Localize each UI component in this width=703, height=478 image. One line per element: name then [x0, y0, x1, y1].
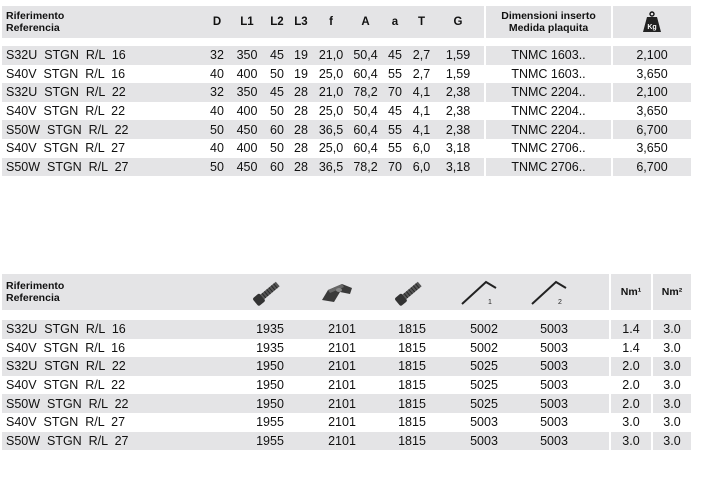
dimension-value: 350	[236, 48, 258, 63]
weight-value: 3,650	[613, 139, 691, 158]
dimension-value: 60	[270, 159, 284, 174]
column-header-a: A	[361, 16, 370, 28]
dimension-value: 40	[210, 141, 224, 156]
part-number: 1815	[398, 396, 426, 411]
dimension-value: 50,4	[353, 104, 378, 119]
dimension-value: 50,4	[353, 48, 378, 63]
nm1-header: Nm¹	[611, 274, 651, 310]
dimension-value: 70	[388, 85, 402, 100]
part-number: 1955	[256, 433, 284, 448]
row-reference: S32U STGN R/L 16	[2, 320, 206, 339]
dimension-value: 400	[236, 66, 258, 81]
dimension-value: 19	[294, 66, 308, 81]
weight-value: 3,650	[613, 102, 691, 121]
dimension-value: 3,18	[445, 159, 471, 174]
part-number: 5003	[540, 322, 568, 337]
insert-code: TNMC 1603..	[486, 65, 611, 84]
torque-nm2: 3.0	[653, 339, 691, 358]
dimension-value: 450	[236, 122, 258, 137]
part-number: 5025	[470, 378, 498, 393]
column-header-d: D	[212, 16, 222, 28]
dimension-value: 400	[236, 141, 258, 156]
part-number: 1935	[256, 340, 284, 355]
dimension-value: 1,59	[445, 66, 471, 81]
row-reference: S40V STGN R/L 22	[2, 376, 206, 395]
weight-icon-label: Kg	[647, 24, 657, 31]
weight-header	[613, 6, 691, 38]
column-header-l1: L1	[240, 16, 254, 28]
dimensions-body	[2, 46, 691, 179]
part-number: 2101	[328, 396, 356, 411]
dimension-value: 6,0	[412, 159, 431, 174]
part-number: 1815	[398, 415, 426, 430]
torque-nm1: 2.0	[611, 357, 651, 376]
row-reference: S32U STGN R/L 22	[2, 357, 206, 376]
insert-code: TNMC 2706..	[486, 158, 611, 177]
torque-nm2: 3.0	[653, 394, 691, 413]
dimension-value: 45	[388, 104, 402, 119]
torque-nm1: 2.0	[611, 394, 651, 413]
dimension-value: 19	[294, 48, 308, 63]
column-header-a: a	[391, 16, 399, 28]
row-reference: S40V STGN R/L 16	[2, 339, 206, 358]
dimension-value: 50	[270, 66, 284, 81]
part-number: 1815	[398, 378, 426, 393]
part-number: 2101	[328, 378, 356, 393]
insert-header	[486, 6, 611, 38]
part-number: 1815	[398, 433, 426, 448]
part-number: 5003	[540, 396, 568, 411]
weight-kg-icon	[642, 11, 662, 33]
part-number: 5003	[540, 340, 568, 355]
torque-nm1: 2.0	[611, 376, 651, 395]
reference-header-it: Riferimento	[6, 10, 65, 22]
dimension-value: 1,59	[445, 48, 471, 63]
torque-nm2: 3.0	[653, 320, 691, 339]
insert-code: TNMC 2204..	[486, 83, 611, 102]
clamp-icon	[320, 280, 354, 306]
insert-code: TNMC 2706..	[486, 139, 611, 158]
part-number: 2101	[328, 340, 356, 355]
dimension-value: 45	[388, 48, 402, 63]
row-reference: S32U STGN R/L 22	[2, 83, 206, 102]
weight-value: 6,700	[613, 158, 691, 177]
part-number: 2101	[328, 433, 356, 448]
row-reference: S50W STGN R/L 22	[2, 120, 206, 139]
part-number: 2101	[328, 322, 356, 337]
dimension-value: 25,0	[318, 141, 344, 156]
row-reference: S40V STGN R/L 22	[2, 102, 206, 121]
row-reference: S40V STGN R/L 27	[2, 139, 206, 158]
part-number: 1955	[256, 415, 284, 430]
dimension-value: 21,0	[318, 85, 344, 100]
nm2-header: Nm²	[653, 274, 691, 310]
dimension-value: 28	[294, 85, 308, 100]
part-number: 5003	[540, 433, 568, 448]
part-number: 1950	[256, 378, 284, 393]
dimension-value: 36,5	[318, 122, 344, 137]
part-number: 1815	[398, 340, 426, 355]
part-number: 5003	[540, 378, 568, 393]
dimension-value: 28	[294, 122, 308, 137]
hex-key-2-icon	[530, 278, 570, 308]
part-number: 1950	[256, 359, 284, 374]
weight-value: 2,100	[613, 46, 691, 65]
dimension-value: 60,4	[353, 66, 378, 81]
dimension-value: 2,7	[412, 66, 431, 81]
row-reference: S32U STGN R/L 16	[2, 46, 206, 65]
torque-nm1: 3.0	[611, 432, 651, 451]
insert-header-it: Dimensioni inserto	[501, 10, 596, 22]
dimension-value: 70	[388, 159, 402, 174]
torque-nm1: 1.4	[611, 339, 651, 358]
torque-nm2: 3.0	[653, 357, 691, 376]
spare-parts-header-row	[2, 274, 691, 310]
part-number: 1815	[398, 322, 426, 337]
torque-nm2: 3.0	[653, 376, 691, 395]
dimension-value: 6,0	[412, 141, 431, 156]
dimension-value: 60,4	[353, 122, 378, 137]
dimension-value: 450	[236, 159, 258, 174]
dimension-value: 50	[210, 159, 224, 174]
dimension-value: 28	[294, 141, 308, 156]
dimension-value: 50	[270, 141, 284, 156]
part-number: 5003	[470, 415, 498, 430]
column-header-t: T	[417, 16, 426, 28]
reference-header	[2, 274, 206, 310]
dimension-value: 350	[236, 85, 258, 100]
part-number: 5002	[470, 322, 498, 337]
dimension-value: 28	[294, 104, 308, 119]
part-number: 5003	[470, 433, 498, 448]
part-number: 5025	[470, 396, 498, 411]
hex-key-1-icon	[460, 278, 500, 308]
dimension-value: 3,18	[445, 141, 471, 156]
dimension-value: 55	[388, 66, 402, 81]
dimension-value: 2,7	[412, 48, 431, 63]
insert-header-es: Medida plaquita	[508, 22, 589, 34]
torque-nm1: 3.0	[611, 413, 651, 432]
weight-value: 6,700	[613, 120, 691, 139]
dimension-value: 4,1	[412, 85, 431, 100]
column-header-g: G	[453, 16, 463, 28]
dimension-value: 25,0	[318, 104, 344, 119]
hex-key-1-number: 1	[488, 299, 492, 306]
insert-code: TNMC 1603..	[486, 46, 611, 65]
torque-nm2: 3.0	[653, 432, 691, 451]
part-number: 1815	[398, 359, 426, 374]
row-reference: S50W STGN R/L 27	[2, 158, 206, 177]
dimension-value: 78,2	[353, 159, 378, 174]
dimension-value: 40	[210, 104, 224, 119]
dimension-value: 32	[210, 85, 224, 100]
column-header-l2: L2	[270, 16, 284, 28]
dimension-value: 2,38	[445, 122, 471, 137]
dimension-value: 45	[270, 85, 284, 100]
dimension-value: 25,0	[318, 66, 344, 81]
insert-code: TNMC 2204..	[486, 102, 611, 121]
weight-value: 3,650	[613, 65, 691, 84]
dimension-value: 45	[270, 48, 284, 63]
part-number: 1950	[256, 396, 284, 411]
dimension-value: 21,0	[318, 48, 344, 63]
dimension-value: 2,38	[445, 85, 471, 100]
torque-nm2: 3.0	[653, 413, 691, 432]
dimension-value: 60	[270, 122, 284, 137]
part-number: 2101	[328, 359, 356, 374]
dimension-value: 4,1	[412, 104, 431, 119]
spare-parts-body	[2, 320, 691, 453]
dimension-value: 40	[210, 66, 224, 81]
hex-key-2-number: 2	[558, 299, 562, 306]
dimension-value: 55	[388, 122, 402, 137]
reference-header-it: Riferimento	[6, 280, 65, 292]
row-reference: S40V STGN R/L 27	[2, 413, 206, 432]
dimension-value: 50	[270, 104, 284, 119]
column-header-f: f	[329, 16, 333, 28]
row-reference: S50W STGN R/L 22	[2, 394, 206, 413]
column-header-l3: L3	[294, 16, 308, 28]
dimension-value: 78,2	[353, 85, 378, 100]
torque-nm1: 1.4	[611, 320, 651, 339]
part-number: 5002	[470, 340, 498, 355]
dimension-value: 36,5	[318, 159, 344, 174]
part-number: 5003	[540, 415, 568, 430]
dimension-value: 400	[236, 104, 258, 119]
dimension-value: 32	[210, 48, 224, 63]
dimensions-header-row	[2, 6, 691, 38]
dimension-value: 4,1	[412, 122, 431, 137]
dimension-value: 55	[388, 141, 402, 156]
row-reference: S50W STGN R/L 27	[2, 432, 206, 451]
dimension-value: 60,4	[353, 141, 378, 156]
dimension-value: 50	[210, 122, 224, 137]
dimension-value: 2,38	[445, 104, 471, 119]
part-number: 5025	[470, 359, 498, 374]
part-number: 5003	[540, 359, 568, 374]
reference-header-es: Referencia	[6, 292, 60, 304]
weight-value: 2,100	[613, 83, 691, 102]
insert-code: TNMC 2204..	[486, 120, 611, 139]
cap-screw-icon	[250, 278, 284, 308]
cap-screw-icon	[392, 278, 426, 308]
row-reference: S40V STGN R/L 16	[2, 65, 206, 84]
part-number: 1935	[256, 322, 284, 337]
reference-header-es: Referencia	[6, 22, 60, 34]
dimension-value: 28	[294, 159, 308, 174]
reference-header	[2, 6, 206, 38]
part-number: 2101	[328, 415, 356, 430]
